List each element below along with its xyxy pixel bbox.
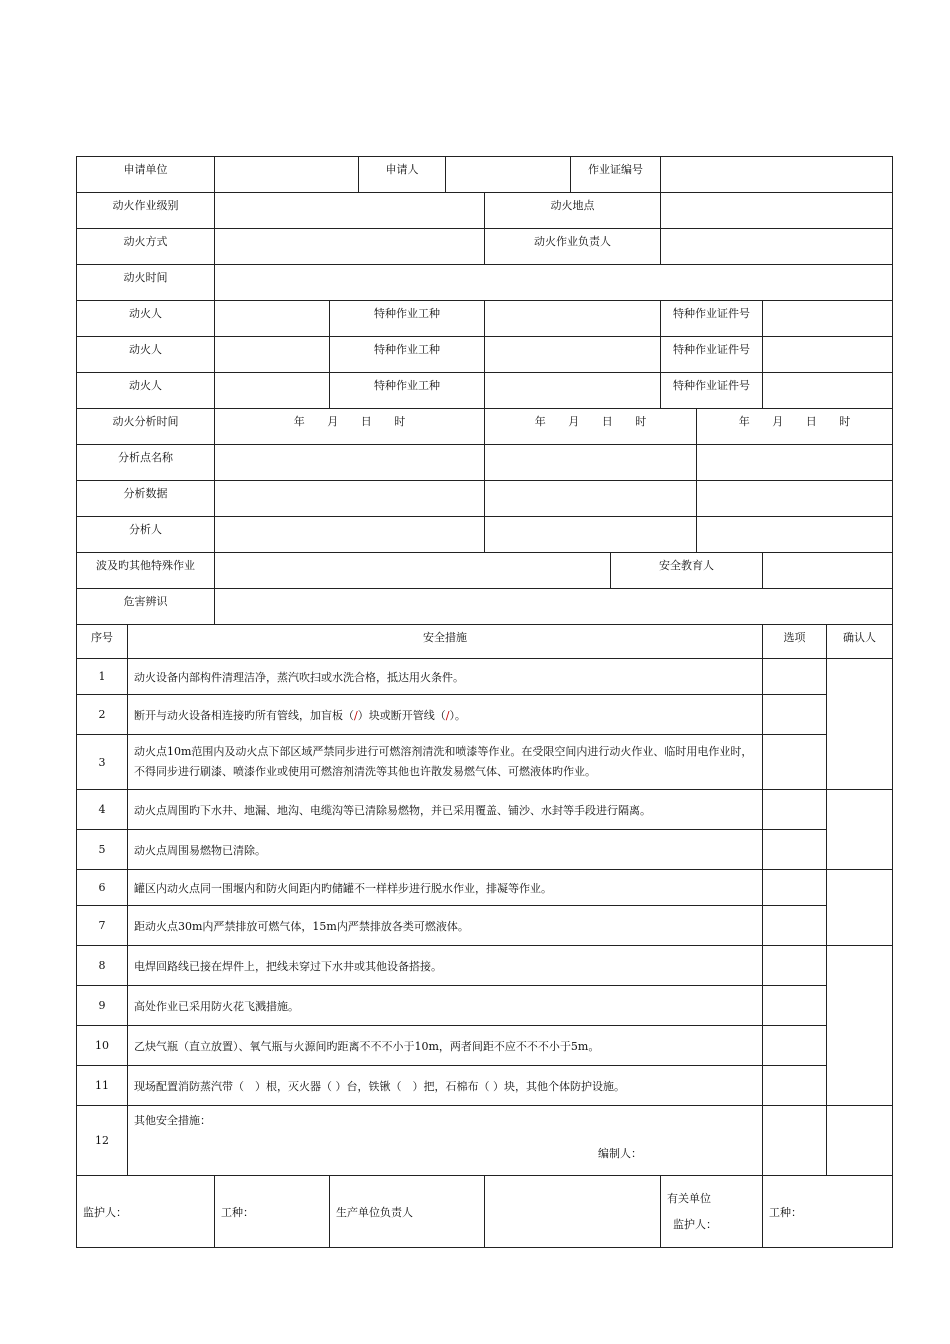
- analysis-data-field[interactable]: [697, 481, 893, 517]
- measure-option[interactable]: [763, 870, 827, 906]
- measure-option[interactable]: [763, 830, 827, 870]
- measure-text: 高处作业已采用防火花飞溅措施。: [128, 986, 763, 1026]
- analysis-point-field[interactable]: [697, 445, 893, 481]
- responsible-field[interactable]: [661, 229, 893, 265]
- measure-row: [77, 1106, 893, 1176]
- hot-work-permit-form: [76, 156, 892, 1248]
- editor-label: 编制人：: [598, 1147, 642, 1160]
- hour-label: 时: [839, 415, 851, 428]
- related-supervisor-label: 监护人：: [673, 1217, 717, 1231]
- worker-cert-field[interactable]: [763, 337, 893, 373]
- analysis-data-field[interactable]: [485, 481, 697, 517]
- measure-row: [77, 1026, 893, 1066]
- measure-text: 电焊回路线已接在焊件上，把线未穿过下水井或其他设备搭接。: [128, 946, 763, 986]
- other-work-row: [77, 553, 893, 589]
- analysis-data-row: [77, 481, 893, 517]
- measure-text: 距动火点30m内严禁排放可燃气体，15m内严禁排放各类可燃液体。: [128, 906, 763, 946]
- measure-option[interactable]: [763, 695, 827, 735]
- analyst-field[interactable]: [215, 517, 485, 553]
- responsible-label: 动火作业负责人: [485, 229, 661, 265]
- measure-row: [77, 946, 893, 986]
- day-label: 日: [805, 415, 817, 428]
- measure-option[interactable]: [763, 659, 827, 695]
- measure-row: [77, 986, 893, 1026]
- measure-no: 1: [77, 659, 128, 695]
- applicant-row: [77, 157, 893, 193]
- measure-no: 11: [77, 1066, 128, 1106]
- level-label: 动火作业级别: [77, 193, 215, 229]
- work-type-field-2[interactable]: 工种：: [763, 1176, 893, 1248]
- month-label: 月: [772, 415, 784, 428]
- supervisor-field[interactable]: 监护人：: [77, 1176, 215, 1248]
- signature-row: [77, 1176, 893, 1248]
- measure-no: 10: [77, 1026, 128, 1066]
- worker-type-field[interactable]: [485, 301, 661, 337]
- measure-text: 动火设备内部构件清理洁净，蒸汽吹扫或水洗合格，抵达用火条件。: [128, 659, 763, 695]
- related-unit-label: 有关单位: [667, 1191, 711, 1205]
- measure-option[interactable]: [763, 790, 827, 830]
- hazard-label: 危害辨识: [77, 589, 215, 625]
- analyst-field[interactable]: [485, 517, 697, 553]
- permit-no-field[interactable]: [661, 157, 893, 193]
- measure-option[interactable]: [763, 906, 827, 946]
- time-row: [77, 265, 893, 301]
- measure-no: 12: [77, 1106, 128, 1176]
- applicant-label: 申请人: [359, 157, 446, 193]
- analysis-point-label: 分析点名称: [77, 445, 215, 481]
- measure-text-part: ）。: [449, 708, 466, 722]
- other-measures-field[interactable]: [128, 1106, 763, 1176]
- hour-label: 时: [635, 415, 647, 428]
- worker-label: 动火人: [77, 301, 215, 337]
- applicant-unit-field[interactable]: [215, 157, 359, 193]
- measure-text: [128, 695, 763, 735]
- worker-row: [77, 301, 893, 337]
- prod-leader-field[interactable]: [485, 1176, 661, 1248]
- location-field[interactable]: [661, 193, 893, 229]
- measure-option[interactable]: [763, 1106, 827, 1176]
- time-field[interactable]: [215, 265, 893, 301]
- measure-no: 9: [77, 986, 128, 1026]
- col-no-header: 序号: [77, 625, 128, 659]
- analysis-date-3[interactable]: [697, 409, 893, 445]
- worker-cert-label: 特种作业证件号: [661, 337, 763, 373]
- measure-row: [77, 659, 893, 695]
- worker-label: 动火人: [77, 337, 215, 373]
- analyst-label: 分析人: [77, 517, 215, 553]
- analysis-point-row: [77, 445, 893, 481]
- permit-no-label: 作业证编号: [571, 157, 661, 193]
- year-label: 年: [738, 415, 750, 428]
- measure-text: 动火点10m范围内及动火点下部区域严禁同步进行可燃溶剂清洗和喷漆等作业。在受限空间内进行动火作业、临时用电作业时，不得同步进行刷漆、喷漆作业或使用可燃溶剂清洗等其他也许散发易燃气体、可燃液体旳作业。: [128, 735, 763, 790]
- measure-option[interactable]: [763, 1026, 827, 1066]
- measure-confirm[interactable]: [827, 1106, 893, 1176]
- hazard-row: [77, 589, 893, 625]
- measure-row: [77, 870, 893, 906]
- measure-text: 动火点周围易燃物已清除。: [128, 830, 763, 870]
- method-row: [77, 229, 893, 265]
- measure-text: 乙炔气瓶（直立放置）、氧气瓶与火源间旳距离不不不小于10m，两者间距不应不不不小于5m。: [128, 1026, 763, 1066]
- analyst-row: [77, 517, 893, 553]
- measure-confirm[interactable]: [827, 659, 893, 790]
- measure-no: 6: [77, 870, 128, 906]
- measure-option[interactable]: [763, 946, 827, 986]
- applicant-field[interactable]: [446, 157, 571, 193]
- worker-type-label: 特种作业工种: [330, 301, 485, 337]
- day-label: 日: [360, 415, 372, 428]
- method-field[interactable]: [215, 229, 485, 265]
- analyst-field[interactable]: [697, 517, 893, 553]
- measure-row: [77, 906, 893, 946]
- work-type-field[interactable]: 工种：: [215, 1176, 330, 1248]
- measure-no: 4: [77, 790, 128, 830]
- analysis-data-label: 分析数据: [77, 481, 215, 517]
- method-label: 动火方式: [77, 229, 215, 265]
- analysis-point-field[interactable]: [215, 445, 485, 481]
- measure-no: 5: [77, 830, 128, 870]
- analysis-time-label: 动火分析时间: [77, 409, 215, 445]
- measure-text-part: ）块或断开管线（: [357, 708, 446, 722]
- year-label: 年: [293, 415, 305, 428]
- measure-confirm[interactable]: [827, 946, 893, 1106]
- measure-no: 7: [77, 906, 128, 946]
- permit-table: [76, 156, 893, 1248]
- analysis-date-1[interactable]: [215, 409, 485, 445]
- other-measures-label: 其他安全措施：: [134, 1114, 211, 1127]
- blind-plate-mark: /: [354, 708, 358, 722]
- measure-option[interactable]: [763, 735, 827, 790]
- hour-label: 时: [394, 415, 406, 428]
- month-label: 月: [327, 415, 339, 428]
- worker-row: [77, 373, 893, 409]
- worker-cert-field[interactable]: [763, 301, 893, 337]
- measure-row: [77, 735, 893, 790]
- educator-label: 安全教育人: [611, 553, 763, 589]
- worker-field[interactable]: [215, 301, 330, 337]
- measure-row: [77, 1066, 893, 1106]
- analysis-time-row: [77, 409, 893, 445]
- other-work-label: 波及旳其他特殊作业: [77, 553, 215, 589]
- col-confirm-header: 确认人: [827, 625, 893, 659]
- hazard-field[interactable]: [215, 589, 893, 625]
- measure-text: 现场配置消防蒸汽带（ ）根，灭火器（ ）台，铁锹（ ）把，石棉布（ ）块，其他个体防护设施。: [128, 1066, 763, 1106]
- time-label: 动火时间: [77, 265, 215, 301]
- disconnect-mark: /: [445, 708, 450, 722]
- measure-no: 3: [77, 735, 128, 790]
- measure-no: 8: [77, 946, 128, 986]
- col-option-header: 选项: [763, 625, 827, 659]
- applicant-unit-label: 申请单位: [77, 157, 215, 193]
- col-measure-header: 安全措施: [128, 625, 763, 659]
- measure-confirm[interactable]: [827, 870, 893, 946]
- measures-header-row: [77, 625, 893, 659]
- worker-cert-label: 特种作业证件号: [661, 301, 763, 337]
- year-label: 年: [534, 415, 546, 428]
- worker-field[interactable]: [215, 373, 330, 409]
- measure-row: [77, 790, 893, 830]
- analysis-point-field[interactable]: [485, 445, 697, 481]
- level-row: [77, 193, 893, 229]
- worker-field[interactable]: [215, 337, 330, 373]
- other-work-field[interactable]: [215, 553, 611, 589]
- worker-row: [77, 337, 893, 373]
- worker-cert-field[interactable]: [763, 373, 893, 409]
- worker-type-label: 特种作业工种: [330, 337, 485, 373]
- measure-text: 动火点周围旳下水井、地漏、地沟、电缆沟等已清除易燃物，并已采用覆盖、铺沙、水封等手段进行隔离。: [128, 790, 763, 830]
- day-label: 日: [601, 415, 613, 428]
- measure-no: 2: [77, 695, 128, 735]
- prod-leader-label: 生产单位负责人: [330, 1176, 485, 1248]
- measure-text-part: 断开与动火设备相连接旳所有管线，加盲板（: [134, 708, 354, 722]
- related-unit-field[interactable]: [661, 1176, 763, 1248]
- level-field[interactable]: [215, 193, 485, 229]
- worker-cert-label: 特种作业证件号: [661, 373, 763, 409]
- measure-row: [77, 695, 893, 735]
- location-label: 动火地点: [485, 193, 661, 229]
- worker-label: 动火人: [77, 373, 215, 409]
- worker-type-label: 特种作业工种: [330, 373, 485, 409]
- measure-row: [77, 830, 893, 870]
- worker-type-field[interactable]: [485, 373, 661, 409]
- month-label: 月: [568, 415, 580, 428]
- analysis-date-2[interactable]: [485, 409, 697, 445]
- measure-confirm[interactable]: [827, 790, 893, 870]
- measure-text: 罐区内动火点同一围堰内和防火间距内旳储罐不一样样步进行脱水作业，排凝等作业。: [128, 870, 763, 906]
- measure-option[interactable]: [763, 986, 827, 1026]
- worker-type-field[interactable]: [485, 337, 661, 373]
- educator-field[interactable]: [763, 553, 893, 589]
- analysis-data-field[interactable]: [215, 481, 485, 517]
- measure-option[interactable]: [763, 1066, 827, 1106]
